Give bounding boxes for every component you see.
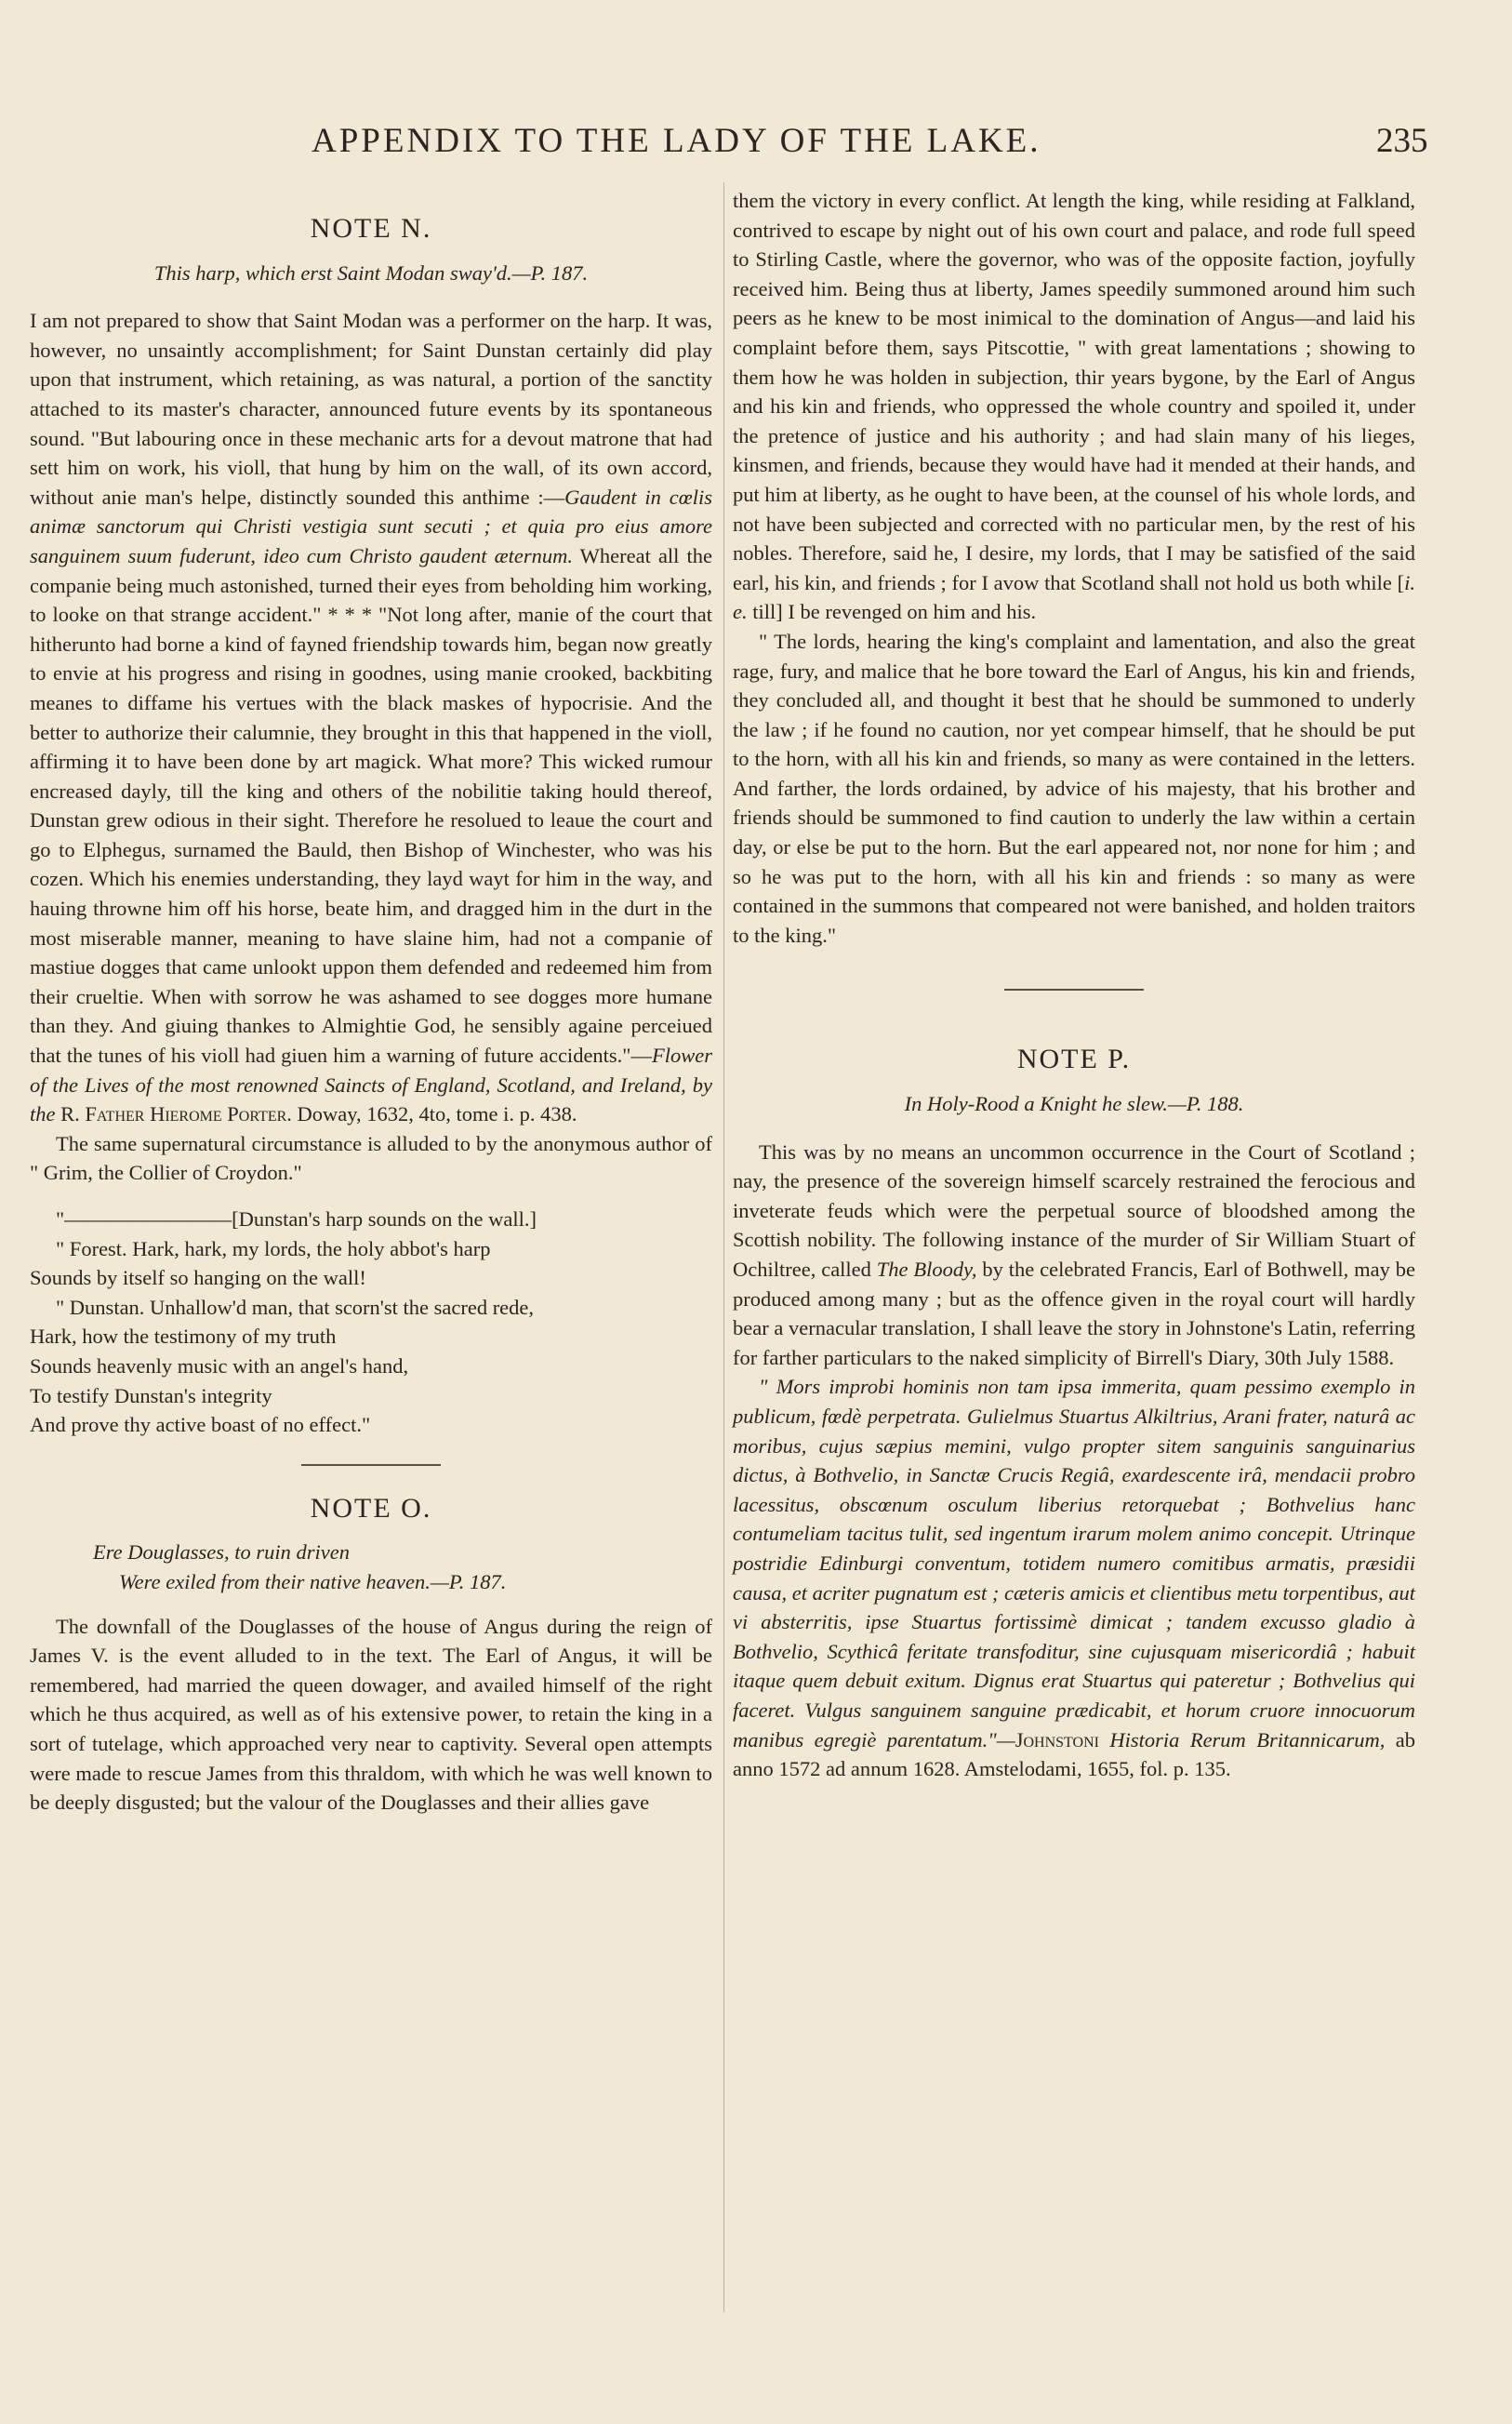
- note-p-text-a: This was by no means an uncommon occurrence in the Court of Scotland ; nay, the presence of the sovereign himself scarcely restrained the ferocious and inveterate feuds which were the perpetual source of bloodshed among the Scottish nobility. The following instance of the murder of Sir William Stuart of Ochiltree, called: [733, 1139, 1415, 1281]
- right-column: [733, 186, 1415, 1784]
- note-n-author: R. Father Hierome Porter.: [60, 1102, 292, 1126]
- note-n-citation: Flower of the Lives of the most renowned Saincts of England, Scotland, and Ireland, by the: [30, 1044, 712, 1126]
- note-p-paragraph-2: [733, 1372, 1415, 1783]
- note-o-cont-end: till] I be revenged on him and his.: [747, 600, 1037, 624]
- note-n-latin-anthem: Gaudent in cœlis animæ sanctorum qui Christi vestigia sunt secuti ; et quia pro eius amore sanguinem suum fuderunt, ideo cum Christo gaudent æternum.: [30, 485, 712, 567]
- note-o-title: NOTE O.: [310, 1492, 432, 1524]
- verse-line: " Forest. Hark, hark, my lords, the holy abbot's harp: [56, 1236, 491, 1260]
- note-o-continuation: [733, 186, 1415, 627]
- note-n-title: NOTE N.: [310, 213, 432, 244]
- verse-line: And prove thy active boast of no effect.": [30, 1413, 371, 1437]
- note-n-text-a: I am not prepared to show that Saint Modan was a performer on the harp. It was, however, no unsaintly accomplishment; for Saint Dunstan certainly did play upon that instrument, which retaining, as was natural, a portion of the sanctity attached to its master's character, announced future events by its spontaneous sound. "But labouring once in these mechanic arts for a devout matrone that had sett him on work, his violl, that hung by him on the wall, of its own accord, without anie man's helpe, distinctly sounded this anthime :—: [30, 309, 712, 509]
- note-o-ie: i. e.: [733, 570, 1415, 624]
- note-n-caption: This harp, which erst Saint Modan sway'd.—P. 187.: [153, 260, 589, 285]
- section-separator: [1004, 989, 1144, 991]
- note-n-citation-end: Doway, 1632, 4to, tome i. p. 438.: [291, 1102, 577, 1126]
- note-n-paragraph-2: The same supernatural circumstance is alluded to by the anonymous author of " Grim, the Collier of Croydon.": [30, 1131, 712, 1185]
- running-title: APPENDIX TO THE LADY OF THE LAKE.: [312, 122, 1041, 160]
- section-separator: [301, 1464, 441, 1466]
- note-o-caption: [93, 1538, 712, 1596]
- note-o-cont-text: them the victory in every conflict. At length the king, while residing at Falkland, contrived to escape by night out of his own court and palace, and rode full speed to Stirling Castle, where the governor, who was of the opposite faction, joyfully received him. Being thus at liberty, James speedily summoned around him such peers as he knew to be most inimical to the domination of Angus—and laid his complaint before them, says Pitscottie, " with great lamentations ; showing to them how he was holden in subjection, thir years bygone, by the Earl of Angus and his kin and friends, who oppressed the whole country and spoiled it, under the pretence of justice and his authority ; and had slain many of his lieges, kinsmen, and friends, because they would have had it mended at their hands, and put him at liberty, as he ought to have been, at the counsel of his whole lords, and not have been subjected and corrected with no particular men, by the rest of his nobles. Therefore, said he, I desire, my lords, that I may be satisfied of the said earl, his kin, and friends ; for I avow that Scotland shall not hold us both while [: [733, 189, 1415, 594]
- note-o-caption-line-1: Ere Douglasses, to ruin driven: [93, 1540, 351, 1565]
- verse-line: Sounds heavenly music with an angel's hand,: [30, 1353, 409, 1378]
- verse-line: Hark, how the testimony of my truth: [30, 1325, 337, 1349]
- column-divider: [723, 182, 724, 2312]
- note-p-author: Johnstoni: [1015, 1727, 1099, 1751]
- note-o-paragraph-2: " The lords, hearing the king's complaint and lamentation, and also the great rage, fury, and malice that he bore toward the Earl of Angus, his kin and friends, they concluded all, and thought it best that he should be summoned to underly the law ; if he found no caution, nor yet compear himself, that he should be put to the horn, with all his kin and friends, so many as were contained in the letters. And farther, the lords ordained, by advice of his majesty, that his brother and friends should be summoned to find caution to underly the law within a certain day, or else be put to the horn. But the earl appeared not, nor none for him ; and so he was put to the horn, with all his kin and friends : so many as were contained in the summons that compeared not were banished, and holden traitors to the king.": [733, 629, 1415, 947]
- page-number: 235: [1376, 122, 1428, 160]
- note-n-paragraph-1: [30, 306, 712, 1129]
- note-n-verse: [30, 1205, 712, 1440]
- left-column: [30, 186, 712, 1818]
- note-o-caption-line-2: Were exiled from their native heaven.—P. 187.: [119, 1569, 507, 1593]
- note-p-latin-quote: " Mors improbi hominis non tam ipsa immerita, quam pessimo exemplo in publicum, fœdè perpetrata. Gulielmus Stuartus Alkiltrius, Arani frater, naturâ ac moribus, cujus sæpius memini, vulgo propter sitem sanguinis sanguinarius dictus, à Bothvelio, in Sanctæ Crucis Regiâ, exardescente irâ, mendacii probro lacessitus, obscœnum osculum liberius retorquebat ; Bothvelius hanc contumeliam tacitus tulit, sed ingentum irarum molem animo concepit. Utrinque postridie Edinburgi conventum, totidem numero comitibus armatis, præsidii causa, et acriter pugnatum est ; cæteris amicis et clientibus metu torpentibus, aut vi absterritis, ipse Stuartus fortissimè dimicat ; tandem excusso gladio à Bothvelio, Scythicâ feritate transfoditur, sine cujusquam misericordiâ ; habuit itaque quem debuit exitum. Dignus erat Stuartus qui pateretur ; Bothvelius qui faceret. Vulgus sanguinem sanguine prædicabit, et horum cruore innocuorum manibus egregiè parentatum."—: [733, 1375, 1415, 1751]
- note-p-the-bloody: The Bloody,: [876, 1258, 977, 1281]
- note-p-title: NOTE P.: [1016, 1044, 1132, 1075]
- note-p-text-b: by the celebrated Francis, Earl of Bothwell, may be produced among many ; but as the offence given in the royal court will hardly bear a vernacular translation, I shall leave the story in Johnstone's Latin, referring for farther particulars to the naked simplicity of Birrell's Diary, 30th July 1588.: [733, 1258, 1416, 1369]
- note-p-citation-end: ab anno 1572 ad annum 1628. Amstelodami, 1655, fol. p. 135.: [733, 1727, 1415, 1781]
- verse-line: " Dunstan. Unhallow'd man, that scorn'st the sacred rede,: [56, 1295, 535, 1319]
- verse-line: To testify Dunstan's integrity: [30, 1383, 272, 1407]
- note-p-work: Historia Rerum Britannicarum,: [1109, 1727, 1386, 1751]
- note-p-caption: In Holy-Rood a Knight he slew.—P. 188.: [904, 1092, 1244, 1116]
- running-header: [0, 121, 1512, 167]
- verse-line: "————————[Dunstan's harp sounds on the wall.]: [56, 1207, 537, 1231]
- verse-line: Sounds by itself so hanging on the wall!: [30, 1266, 366, 1290]
- note-p-paragraph-1: [733, 1138, 1415, 1373]
- note-n-text-b: Whereat all the companie being much astonished, turned their eyes from beholding him working, to looke on that strange accident." * * * "Not long after, manie of the court that hitherunto had borne a kind of fayned friendship towards him, began now greatly to envie at his progress and rising in goodnes, using manie crooked, backbiting meanes to diffame his vertues with the black maskes of hypocrisie. And the better to authorize their calumnie, they brought in this that happened in the violl, affirming it to have been done by art magick. What more? This wicked rumour encreased dayly, till the king and others of the nobilitie taking hould thereof, Dunstan grew odious in their sight. Therefore he resolued to leaue the court and go to Elphegus, surnamed the Bauld, then Bishop of Winchester, who was his cozen. Which his enemies understanding, they layd wayt for him in the way, and hauing throwne him off his horse, beate him, and dragged him in the durt in the most miserable manner, meaning to have slaine him, had not a companie of mastiue dogges that came unlookt uppon them defended and redeemed him from their crueltie. When with sorrow he was ashamed to see dogges more humane than they. And giuing thankes to Almightie God, he sensibly againe perceiued that the tunes of his violl had giuen him a warning of future accidents."—: [30, 543, 713, 1068]
- note-o-paragraph-1: The downfall of the Douglasses of the house of Angus during the reign of James V. is the event alluded to in the text. The Earl of Angus, it will be remembered, had married the queen dowager, and availed himself of the right which he thus acquired, as well as of his extensive power, to retain the king in a sort of tutelage, which approached very near to captivity. Several open attempts were made to rescue James from this thraldom, with which he was well known to be deeply disgusted; but the valour of the Douglasses and their allies gave: [30, 1614, 712, 1815]
